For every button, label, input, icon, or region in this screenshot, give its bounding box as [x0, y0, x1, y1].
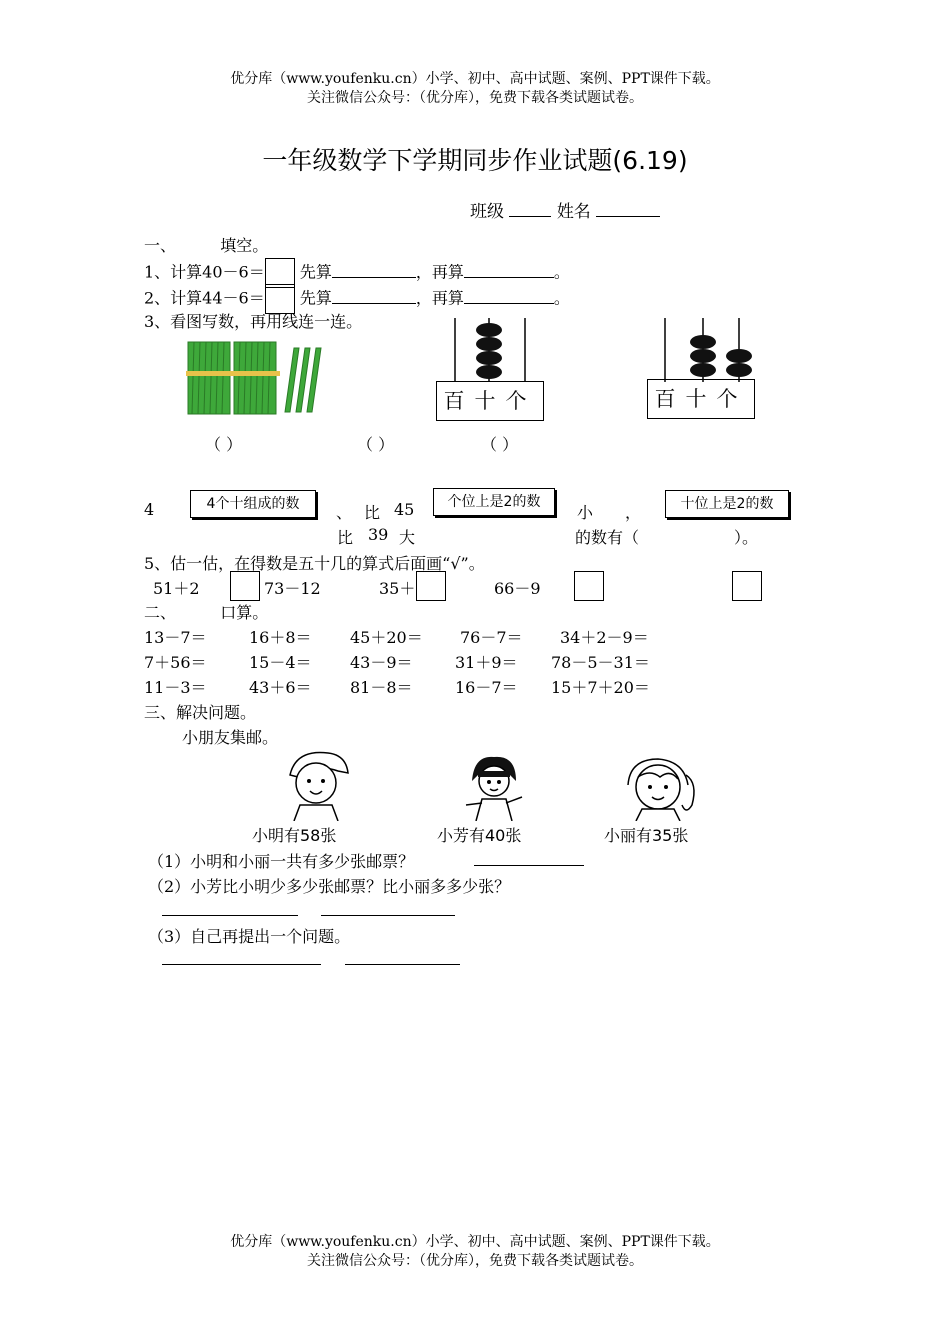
q4-text-45: 45: [394, 500, 415, 519]
paren-answer-2[interactable]: （ ）: [357, 435, 395, 454]
q4-text-comma: ，: [625, 503, 642, 522]
problem-2: （2）小芳比小明少多少张邮票？比小丽多多少张？: [148, 877, 511, 896]
abacus-1-tens: 十: [474, 389, 506, 413]
q2-then-blank[interactable]: [464, 303, 554, 304]
q4-text-shu-you: 的数有（: [575, 528, 640, 547]
abacus-2-ones: 个: [716, 387, 748, 411]
abacus-1-rods: [445, 318, 535, 382]
problem-1: （1）小明和小丽一共有多少张邮票？: [148, 852, 415, 871]
q4-box-tens-two: 十位上是2的数: [665, 490, 789, 518]
paren-answer-3[interactable]: （ ）: [481, 435, 519, 454]
class-name-row: [470, 197, 660, 222]
q4-text-da: 大: [399, 528, 416, 547]
q5-item-4: 66－9: [494, 579, 541, 598]
q1-then-blank[interactable]: [464, 277, 554, 278]
section1-title: 填空。: [220, 236, 269, 255]
section3-heading: 三、解决问题。: [144, 703, 257, 722]
header-line-1: 优分库（www.youfenku.cn）小学、初中、高中试题、案例、PPT课件下载。: [230, 71, 720, 87]
q2-then-label: ，再算: [415, 288, 464, 308]
q5-box-4[interactable]: [732, 571, 762, 601]
q1-end: 。: [553, 262, 570, 282]
calc-2-2: 15－4＝: [249, 653, 312, 672]
section2-number: 二、: [144, 603, 177, 622]
bamboo-bundles-image: [186, 340, 332, 416]
calc-1-5: 34＋2－9＝: [560, 628, 649, 647]
q5-item-3: 35＋: [379, 579, 416, 598]
q4-text-39: 39: [368, 525, 389, 544]
q5-item-2: 73－12: [264, 579, 321, 598]
calc-2-3: 43－9＝: [350, 653, 413, 672]
calc-1-3: 45＋20＝: [350, 628, 423, 647]
calc-2-1: 7＋56＝: [144, 653, 207, 672]
calc-1-4: 76－7＝: [460, 628, 523, 647]
name-label: 姓名: [556, 202, 591, 222]
q4-text-xiao: 小: [577, 503, 594, 522]
section1-number: 一、: [144, 236, 177, 255]
abacus-2-hundreds: 百: [654, 387, 686, 411]
problem-3-blank-1[interactable]: [162, 947, 321, 965]
calc-3-2: 43＋6＝: [249, 678, 312, 697]
class-label: 班级: [470, 202, 504, 222]
q1-first-blank[interactable]: [332, 277, 416, 278]
q4-separator: 、: [336, 503, 353, 522]
abacus-1-ones: 个: [505, 389, 537, 413]
section3-intro: 小朋友集邮。: [182, 728, 279, 747]
q1-first-label: 先算: [299, 262, 332, 282]
bamboo-single-sticks: [285, 348, 321, 412]
bamboo-bundle-2: [232, 342, 280, 414]
question-3: 3、看图写数，再用线连一连。: [144, 312, 363, 331]
girl-xiaoli-image: [616, 755, 700, 821]
section2-heading: [144, 600, 268, 623]
q2-first-blank[interactable]: [332, 303, 416, 304]
q4-number: 4: [144, 500, 155, 519]
problem-3-blank-2[interactable]: [345, 947, 460, 965]
name-blank[interactable]: [596, 216, 660, 217]
kid-label-xiaoli: 小丽有35张: [604, 826, 689, 845]
q4-box-forty-tens: 4个十组成的数: [190, 490, 316, 518]
q4-box-ones-two: 个位上是2的数: [433, 488, 555, 516]
girl-xiaofang-image: [462, 755, 526, 821]
question-5: 5、估一估，在得数是五十几的算式后面画“√”。: [144, 554, 485, 573]
calc-2-4: 31＋9＝: [455, 653, 518, 672]
abacus-2-frame: [647, 379, 755, 419]
calc-1-1: 13－7＝: [144, 628, 207, 647]
problem-2-blank-2[interactable]: [321, 898, 455, 916]
abacus-2-rods: [655, 318, 755, 382]
q5-box-1[interactable]: [230, 571, 260, 601]
q2-prefix: 2、计算44－6＝: [144, 288, 265, 308]
problem-1-blank[interactable]: [474, 848, 584, 866]
footer-line-2: 关注微信公众号：（优分库），免费下载各类试题试卷。: [307, 1253, 643, 1269]
q2-first-label: 先算: [299, 288, 332, 308]
kid-label-xiaofang: 小芳有40张: [437, 826, 522, 845]
class-blank[interactable]: [509, 216, 551, 217]
section2-title: 口算。: [220, 603, 269, 622]
section1-heading: [144, 233, 268, 256]
abacus-1-hundreds: 百: [443, 389, 475, 413]
q5-item-1: 51＋2: [153, 579, 200, 598]
boy-xiaoming-image: [276, 745, 356, 821]
q4-text-bi-2: 比: [337, 528, 354, 547]
header-line-2: 关注微信公众号：（优分库），免费下载各类试题试卷。: [307, 90, 643, 106]
calc-3-1: 11－3＝: [144, 678, 207, 697]
q2-end: 。: [553, 288, 570, 308]
q4-text-close: ）。: [734, 528, 759, 547]
calc-2-5: 78－5－31＝: [551, 653, 650, 672]
abacus-1-frame: [436, 381, 544, 421]
q5-box-3[interactable]: [574, 571, 604, 601]
paren-answer-1[interactable]: （ ）: [205, 435, 243, 454]
calc-3-3: 81－8＝: [350, 678, 413, 697]
bamboo-bundle-1: [186, 342, 234, 414]
q5-box-2[interactable]: [416, 571, 446, 601]
footer-line-1: 优分库（www.youfenku.cn）小学、初中、高中试题、案例、PPT课件下载。: [230, 1234, 720, 1250]
calc-1-2: 16＋8＝: [249, 628, 312, 647]
problem-2-blank-1[interactable]: [162, 898, 298, 916]
page-title: 一年级数学下学期同步作业试题(6.19): [262, 146, 688, 175]
kid-label-xiaoming: 小明有58张: [252, 826, 337, 845]
calc-3-4: 16－7＝: [455, 678, 518, 697]
q4-text-bi: 比: [364, 503, 381, 522]
q1-then-label: ，再算: [415, 262, 464, 282]
abacus-2-tens: 十: [685, 387, 717, 411]
problem-3: （3）自己再提出一个问题。: [148, 927, 351, 946]
calc-3-5: 15＋7＋20＝: [551, 678, 650, 697]
q1-prefix: 1、计算40－6＝: [144, 262, 265, 282]
